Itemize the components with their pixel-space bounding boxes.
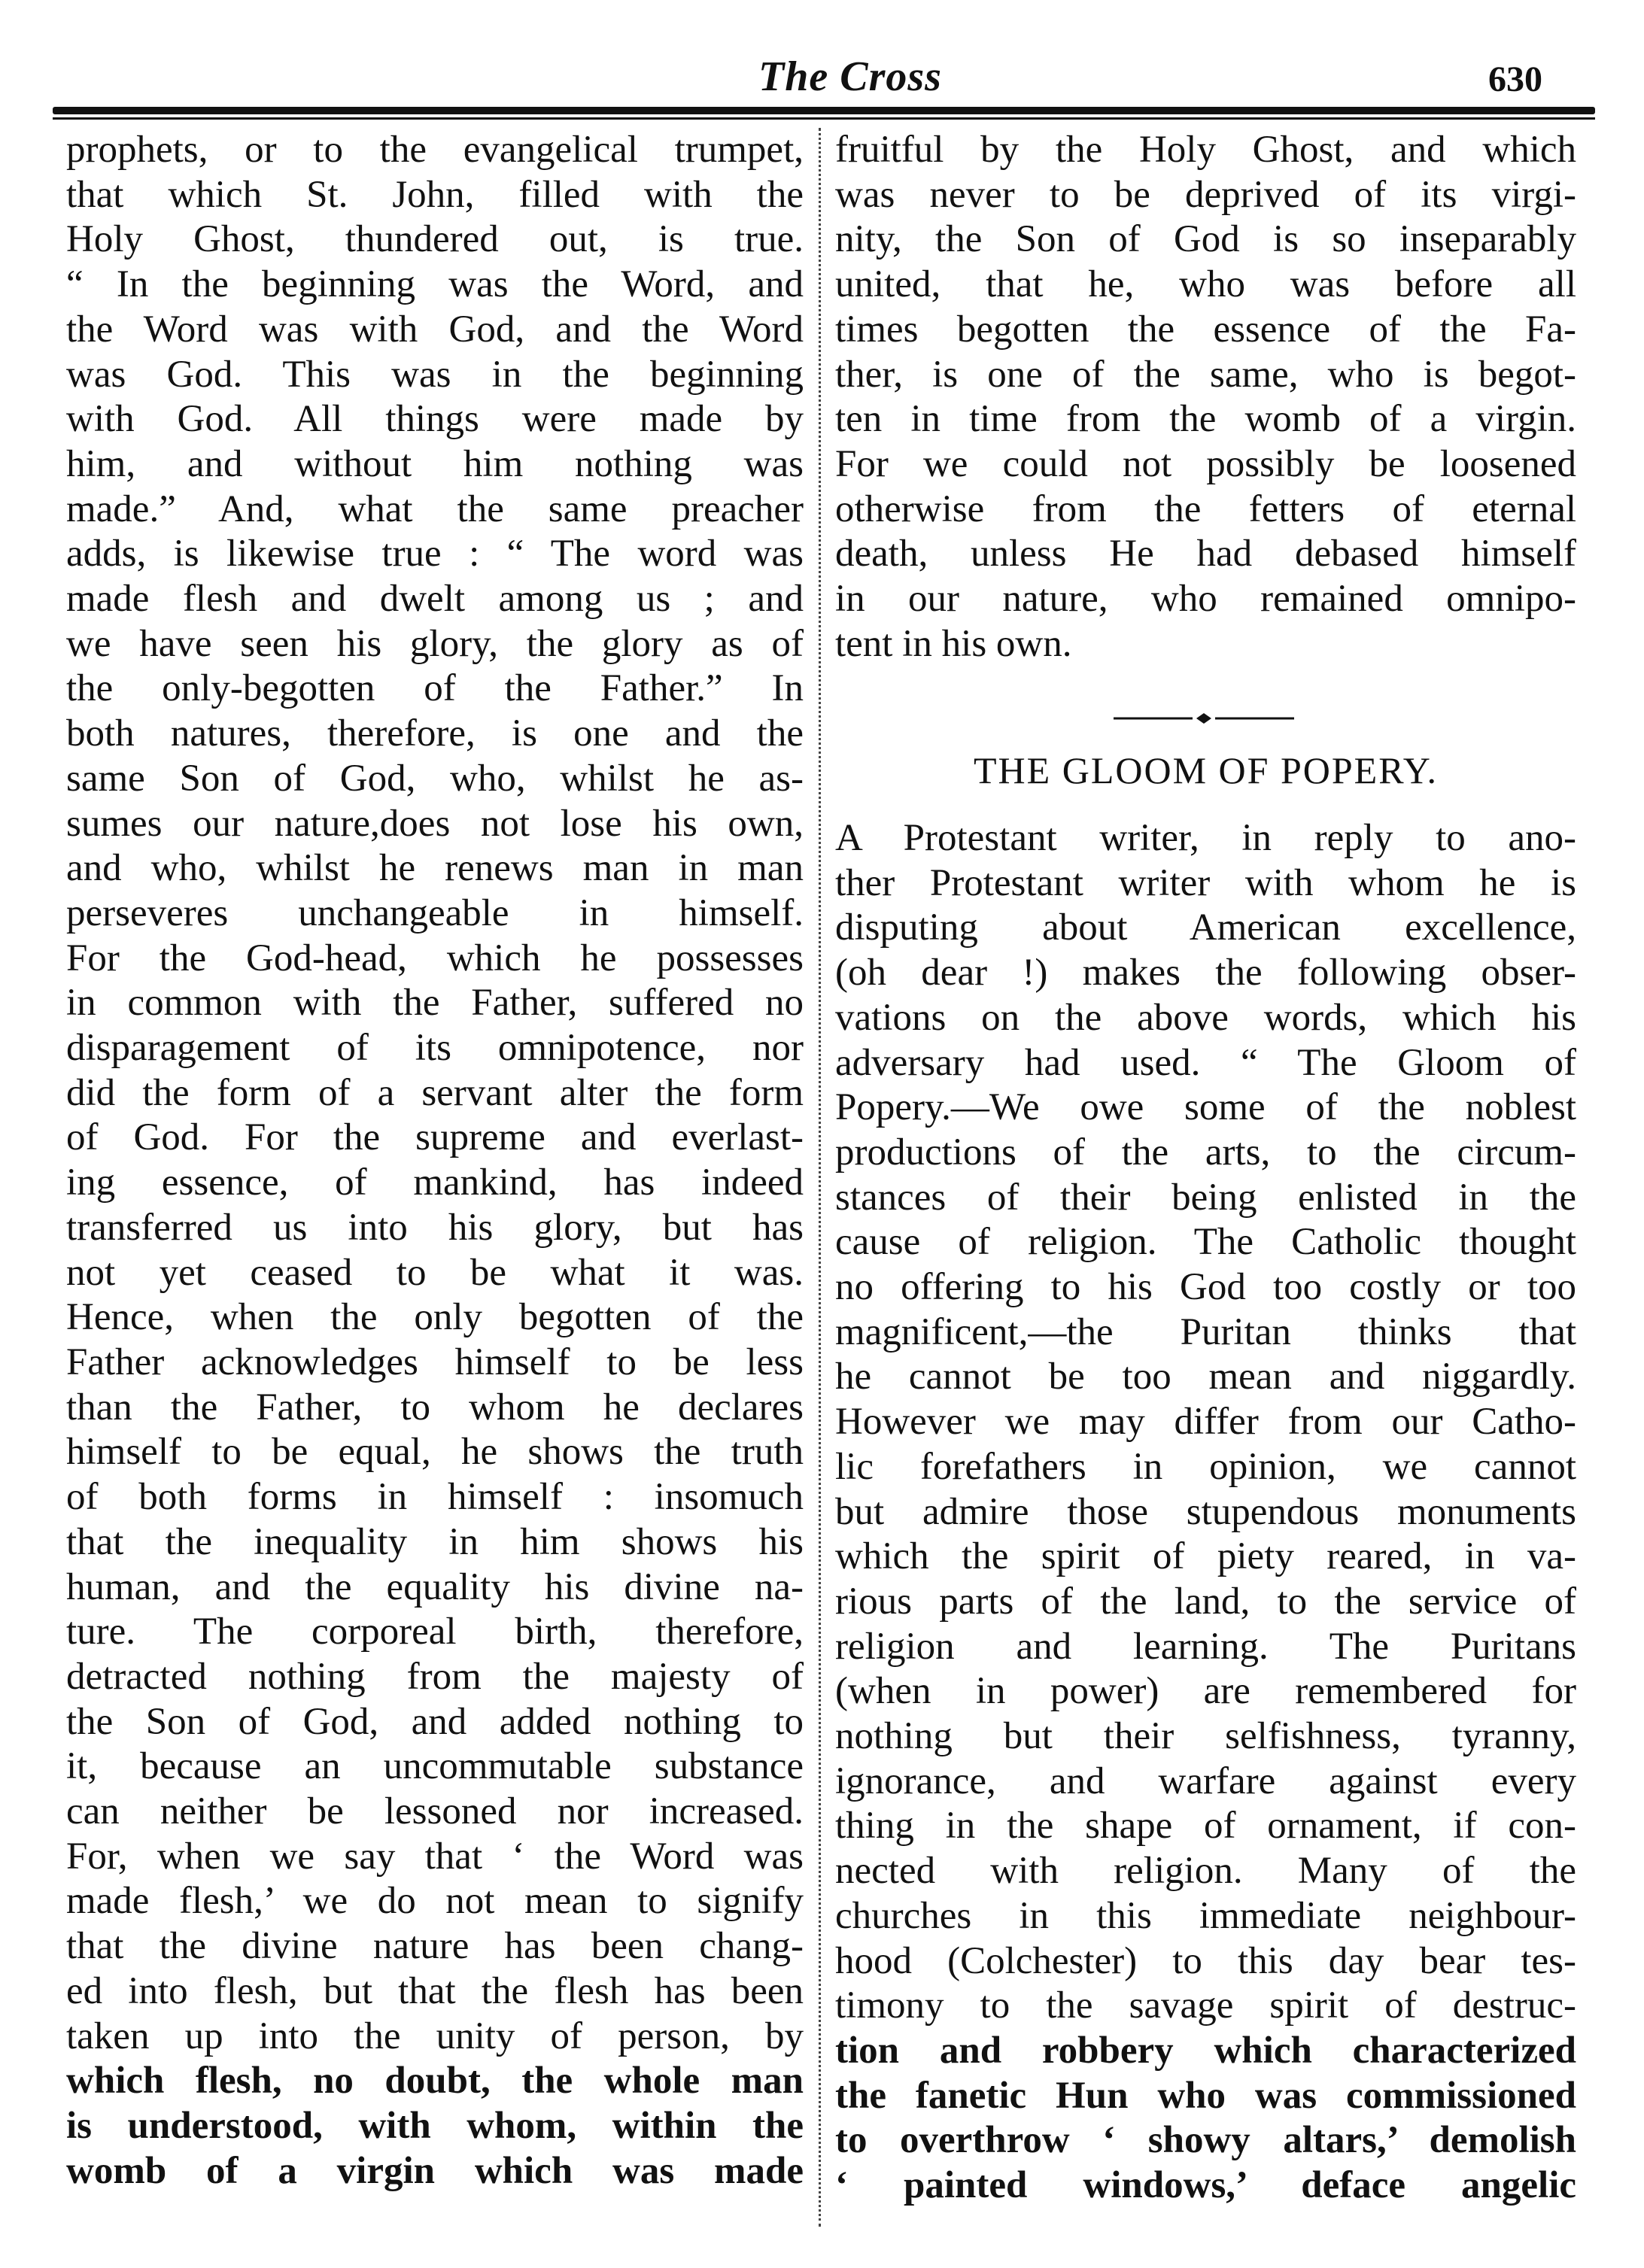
text-line: the Son of God, and added nothing to (66, 1700, 804, 1743)
text-line: of both forms in himself : insomuch (66, 1476, 804, 1519)
text-line: Father acknowledges himself to be less (66, 1340, 804, 1383)
text-line: ‘ painted windows,’ deface angelic (835, 2164, 1576, 2207)
page-number: 630 (1488, 59, 1542, 99)
header-rule (53, 107, 1595, 114)
text-line: but admire those stupendous monuments (835, 1490, 1576, 1533)
text-line: ignorance, and warfare against every (835, 1759, 1576, 1802)
section-title: THE GLOOM OF POPERY. (974, 749, 1438, 791)
text-line: to overthrow ‘ showy altars,’ demolish (835, 2119, 1576, 2162)
text-line: ture. The corporeal birth, therefore, (66, 1611, 804, 1653)
text-line: himself to be equal, he shows the truth (66, 1431, 804, 1474)
text-line: otherwise from the fetters of eternal (835, 487, 1576, 530)
text-line: which the spirit of piety reared, in va- (835, 1535, 1576, 1578)
text-line: the fanetic Hun who was commissioned (835, 2074, 1576, 2117)
text-line: the only-begotten of the Father.” In (66, 667, 804, 710)
page-header (53, 45, 1588, 113)
text-line: him, and without him nothing was (66, 442, 804, 485)
text-line: that the inequality in him shows his (66, 1520, 804, 1563)
text-line: prophets, or to the evangelical trumpet, (66, 129, 804, 171)
text-line: (oh dear !) makes the following obser- (835, 952, 1576, 994)
text-line: adds, is likewise true : “ The word was (66, 533, 804, 575)
text-line: productions of the arts, to the circum- (835, 1131, 1576, 1173)
text-line: stances of their being enlisted in the (835, 1176, 1576, 1219)
text-line: can neither be lessoned nor increased. (66, 1790, 804, 1833)
text-line: churches in this immediate neighbour- (835, 1894, 1576, 1937)
text-line: thing in the shape of ornament, if con- (835, 1805, 1576, 1847)
text-line: rious parts of the land, to the service of (835, 1580, 1576, 1623)
text-line: made flesh,’ we do not mean to signify (66, 1880, 804, 1923)
ornament-divider-icon (1114, 711, 1294, 726)
text-line: “ In the beginning was the Word, and (66, 263, 804, 306)
text-line: that the divine nature has been chang- (66, 1925, 804, 1968)
text-line: vations on the above words, which his (835, 996, 1576, 1039)
text-line: which flesh, no doubt, the whole man (66, 2060, 804, 2103)
text-line: However we may differ from our Catho- (835, 1401, 1576, 1444)
text-line: he cannot be too mean and niggardly. (835, 1356, 1576, 1398)
text-line: taken up into the unity of person, by (66, 2014, 804, 2057)
text-line: that which St. John, filled with the (66, 173, 804, 216)
text-line: timony to the savage spirit of destruc- (835, 1984, 1576, 2027)
text-line: made flesh and dwelt among us ; and (66, 578, 804, 621)
text-line: in common with the Father, suffered no (66, 982, 804, 1025)
left-column (66, 128, 804, 2194)
text-line: nected with religion. Many of the (835, 1850, 1576, 1893)
text-line: For the God-head, which he possesses (66, 937, 804, 979)
text-line: For, when we say that ‘ the Word was (66, 1835, 804, 1878)
right-column-top (835, 128, 1576, 666)
text-line: of God. For the supreme and everlast- (66, 1116, 804, 1159)
text-line: detracted nothing from the majesty of (66, 1655, 804, 1698)
header-rule-thin (53, 117, 1595, 120)
text-line: adversary had used. “ The Gloom of (835, 1041, 1576, 1084)
text-line: united, that he, who was before all (835, 263, 1576, 306)
text-line: cause of religion. The Catholic thought (835, 1221, 1576, 1264)
text-line: nothing but their selfishness, tyranny, (835, 1715, 1576, 1758)
text-line: ing essence, of mankind, has indeed (66, 1161, 804, 1204)
text-line: death, unless He had debased himself (835, 533, 1576, 575)
text-line: both natures, therefore, is one and the (66, 712, 804, 755)
text-line: ten in time from the womb of a virgin. (835, 398, 1576, 441)
text-line: made.” And, what the same preacher (66, 487, 804, 530)
text-line: For we could not possibly be loosened (835, 442, 1576, 485)
text-line: disputing about American excellence, (835, 906, 1576, 949)
text-line: than the Father, to whom he declares (66, 1386, 804, 1429)
text-line: tent in his own. (835, 622, 1072, 665)
text-line: was never to be deprived of its virgi- (835, 173, 1576, 216)
text-line: did the form of a servant alter the form (66, 1071, 804, 1114)
text-line: Holy Ghost, thundered out, is true. (66, 218, 804, 261)
text-line: in our nature, who remained omnipo- (835, 578, 1576, 621)
text-line: religion and learning. The Puritans (835, 1625, 1576, 1668)
text-line: and who, whilst he renews man in man (66, 847, 804, 890)
text-line: with God. All things were made by (66, 398, 804, 441)
text-line: ther, is one of the same, who is begot- (835, 353, 1576, 396)
text-line: tion and robbery which characterized (835, 2029, 1576, 2072)
text-line: the Word was with God, and the Word (66, 308, 804, 351)
text-line: magnificent,—the Puritan thinks that (835, 1310, 1576, 1353)
right-column-bottom (835, 816, 1576, 2209)
text-line: fruitful by the Holy Ghost, and which (835, 129, 1576, 171)
text-line: transferred us into his glory, but has (66, 1206, 804, 1249)
text-line: hood (Colchester) to this day bear tes- (835, 1939, 1576, 1982)
text-line: not yet ceased to be what it was. (66, 1251, 804, 1294)
text-line: times begotten the essence of the Fa- (835, 308, 1576, 351)
text-line: it, because an uncommutable substance (66, 1745, 804, 1788)
text-line: Hence, when the only begotten of the (66, 1296, 804, 1339)
text-line: was God. This was in the beginning (66, 353, 804, 396)
text-line: lic forefathers in opinion, we cannot (835, 1445, 1576, 1488)
text-line: A Protestant writer, in reply to ano- (835, 817, 1576, 859)
text-line: Popery.—We owe some of the noblest (835, 1086, 1576, 1129)
text-line: ther Protestant writer with whom he is (835, 861, 1576, 904)
text-line: is understood, with whom, within the (66, 2104, 804, 2147)
text-line: nity, the Son of God is so inseparably (835, 218, 1576, 261)
text-line: same Son of God, who, whilst he as- (66, 757, 804, 800)
column-divider (819, 128, 821, 2227)
text-line: human, and the equality his divine na- (66, 1565, 804, 1608)
text-line: womb of a virgin which was made (66, 2149, 804, 2192)
text-line: sumes our nature,does not lose his own, (66, 802, 804, 845)
text-line: ed into flesh, but that the flesh has been (66, 1969, 804, 2012)
running-title: The Cross (758, 53, 942, 100)
text-line: (when in power) are remembered for (835, 1670, 1576, 1713)
text-line: perseveres unchangeable in himself. (66, 891, 804, 934)
text-line: disparagement of its omnipotence, nor (66, 1027, 804, 1070)
text-line: no offering to his God too costly or too (835, 1266, 1576, 1309)
text-line: we have seen his glory, the glory as of (66, 622, 804, 665)
